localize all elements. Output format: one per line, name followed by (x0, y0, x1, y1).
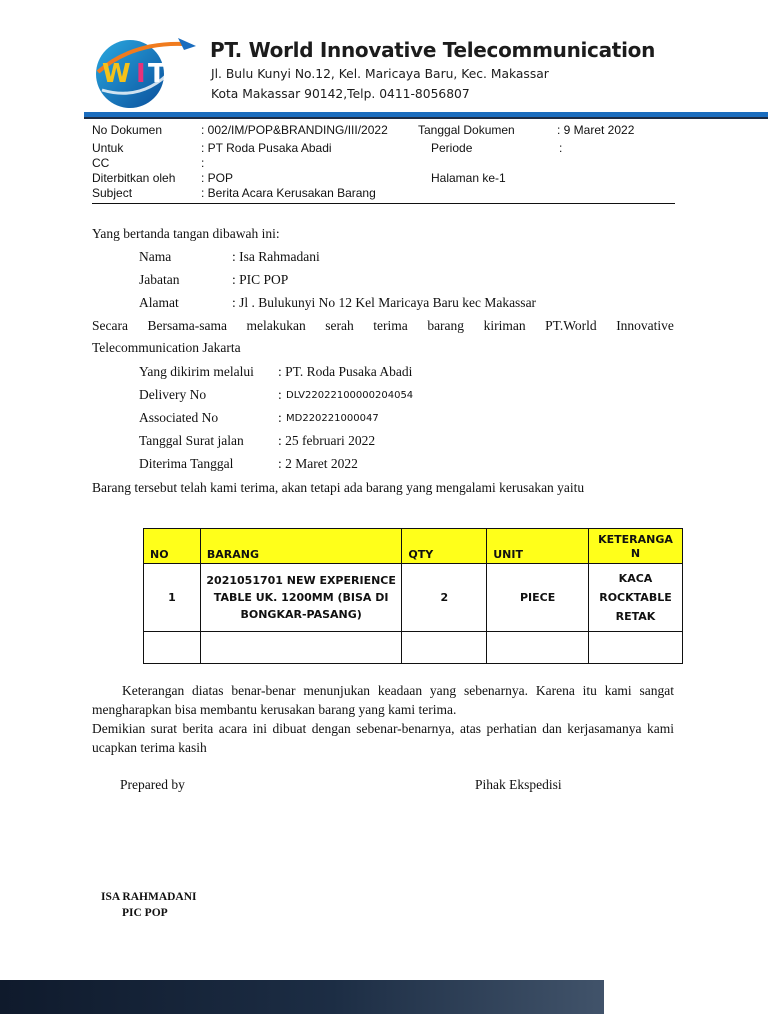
periode-value: : (559, 141, 563, 155)
subject-value: : Berita Acara Kerusakan Barang (201, 186, 376, 200)
diterima-value: : 2 Maret 2022 (278, 456, 358, 471)
empty-cell (144, 632, 201, 664)
header-unit: UNIT (487, 529, 589, 564)
serah-word: PT.World (545, 318, 597, 333)
associated-number: MD220221000047 (286, 413, 379, 424)
header-no: NO (144, 529, 201, 564)
meta-divider (92, 203, 675, 204)
untuk-label: Untuk (92, 141, 124, 155)
surat-jalan-value: : 25 februari 2022 (278, 433, 376, 448)
delivery-number: DLV22022100000204054 (286, 390, 414, 401)
closing-paragraph-2: Demikian surat berita acara ini dibuat dengan sebenar-benarnya, atas perhatian dan kerjasamanya kami ucapkan terima kasih (92, 721, 674, 755)
header-barang: BARANG (200, 529, 402, 564)
serah-word: barang (427, 318, 465, 333)
no-dokumen-label: No Dokumen (92, 123, 163, 137)
company-address-line2: Kota Makassar 90142,Telp. 0411-8056807 (211, 87, 470, 101)
cell-keterangan (588, 564, 682, 632)
delivery-label: Delivery No (139, 387, 207, 402)
company-address-line1: Jl. Bulu Kunyi No.12, Kel. Maricaya Baru, Kec. Makassar (211, 67, 549, 81)
associated-colon: : (278, 410, 282, 425)
closing-paragraph-1: Keterangan diatas benar-benar menunjukan keadaan yang sebenarnya. Karena itu kami sangat mengharapkan bisa membantu kerusakan barang yang kami terima. (92, 683, 674, 717)
barang-statement: Barang tersebut telah kami terima, akan tetapi ada barang yang mengalami kerusakan yaitu (92, 480, 585, 495)
table-row (144, 564, 683, 632)
dikirim-value: : PT. Roda Pusaka Abadi (278, 364, 413, 379)
prepared-by-label: Prepared by (120, 777, 185, 792)
diterbitkan-value: : POP (201, 171, 234, 185)
cell-barang (200, 564, 402, 632)
serah-terima-line1 (92, 318, 674, 334)
signer-name: ISA RAHMADANI (101, 891, 197, 903)
jabatan-label: Jabatan (139, 272, 180, 287)
halaman-label: Halaman ke-1 (431, 171, 506, 185)
subject-label: Subject (92, 186, 133, 200)
delivery-colon: : (278, 387, 282, 402)
header-keterangan (588, 529, 682, 564)
jabatan-value: : PIC POP (232, 272, 289, 287)
header-keterangan-line1: KETERANGA (598, 533, 673, 546)
table-header-row (144, 529, 683, 564)
cell-no: 1 (144, 564, 201, 632)
alamat-label: Alamat (139, 295, 179, 310)
svg-text:W: W (102, 59, 131, 89)
header-keterangan-line2: N (630, 547, 641, 560)
empty-cell (588, 632, 682, 664)
company-name: PT. World Innovative Telecommunication (210, 38, 656, 62)
header-qty: QTY (402, 529, 487, 564)
untuk-value: : PT Roda Pusaka Abadi (201, 141, 332, 155)
cell-qty: 2 (402, 564, 487, 632)
cc-label: CC (92, 156, 110, 170)
empty-cell (402, 632, 487, 664)
keterangan-line1: KACA (618, 572, 653, 585)
surat-jalan-label: Tanggal Surat jalan (139, 433, 244, 448)
footer-bar (0, 980, 604, 1014)
table-row (144, 632, 683, 664)
intro-text: Yang bertanda tangan dibawah ini: (92, 226, 280, 241)
nama-label: Nama (139, 249, 172, 264)
diterima-label: Diterima Tanggal (139, 456, 234, 471)
serah-word: Secara (92, 318, 128, 333)
signer-title: PIC POP (122, 907, 168, 919)
empty-cell (200, 632, 402, 664)
nama-value: : Isa Rahmadani (232, 249, 320, 264)
svg-text:I: I (136, 59, 146, 89)
barang-line3: BONGKAR-PASANG) (240, 608, 362, 621)
keterangan-line3: RETAK (615, 610, 656, 623)
periode-label: Periode (431, 141, 473, 155)
serah-word: Bersama-sama (147, 318, 227, 333)
keterangan-line2: ROCKTABLE (599, 591, 672, 604)
serah-word: terima (373, 318, 408, 333)
tanggal-dokumen-label: Tanggal Dokumen (418, 123, 515, 137)
damaged-items-table (143, 528, 683, 664)
header-divider-dark (84, 117, 768, 119)
diterbitkan-label: Diterbitkan oleh (92, 171, 176, 185)
serah-word: serah (325, 318, 354, 333)
serah-word: kiriman (483, 318, 526, 333)
serah-word: melakukan (246, 318, 306, 333)
barang-line1: 2021051701 NEW EXPERIENCE (206, 574, 396, 587)
tanggal-dokumen-value: : 9 Maret 2022 (557, 123, 635, 137)
serah-word: Innovative (616, 318, 674, 333)
cell-unit: PIECE (487, 564, 589, 632)
serah-terima-line2: Telecommunication Jakarta (92, 340, 241, 355)
alamat-value: : Jl . Bulukunyi No 12 Kel Maricaya Baru kec Makassar (232, 295, 537, 310)
no-dokumen-value: : 002/IM/POP&BRANDING/III/2022 (201, 123, 388, 137)
associated-label: Associated No (139, 410, 219, 425)
barang-line2: TABLE UK. 1200MM (BISA DI (213, 591, 389, 604)
svg-text:T: T (148, 59, 166, 89)
company-logo (92, 32, 202, 112)
empty-cell (487, 632, 589, 664)
cc-value: : (201, 156, 205, 170)
pihak-ekspedisi-label: Pihak Ekspedisi (475, 777, 562, 792)
dikirim-label: Yang dikirim melalui (139, 364, 254, 379)
